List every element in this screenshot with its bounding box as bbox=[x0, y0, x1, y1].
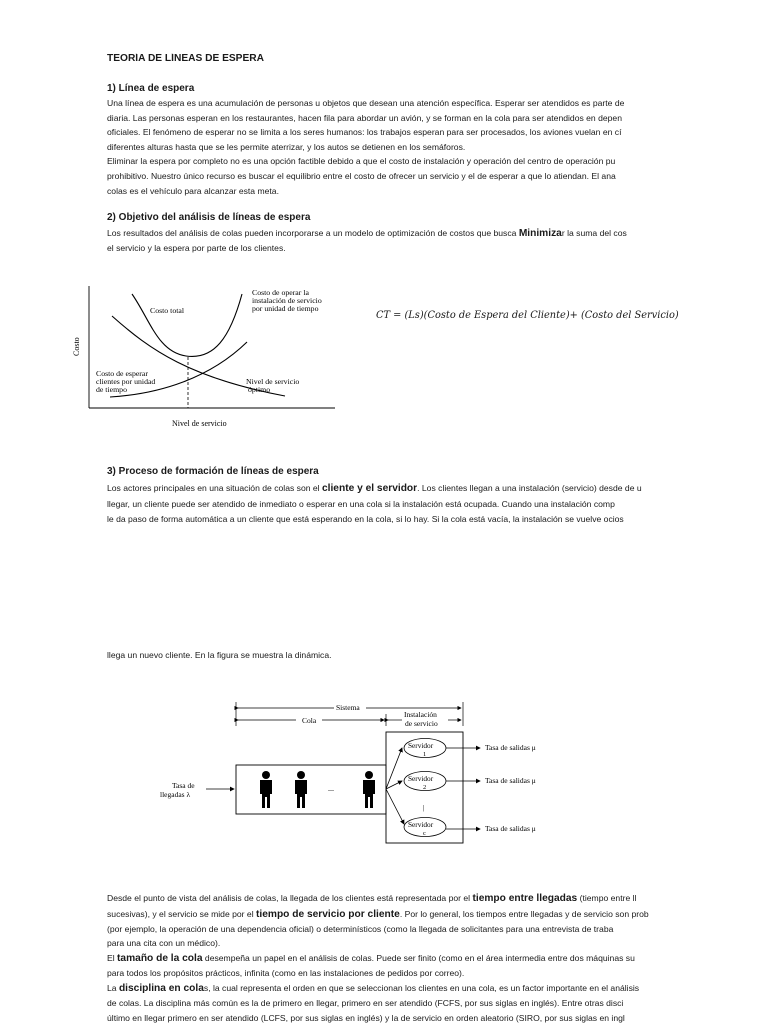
section-2-heading: 2) Objetivo del análisis de líneas de espera bbox=[107, 212, 311, 223]
section-1-heading: 1) Línea de espera bbox=[107, 83, 195, 94]
x-axis-label: Nivel de servicio bbox=[172, 419, 227, 428]
server-name: Servidor bbox=[408, 820, 434, 829]
paragraph-line bbox=[107, 907, 685, 923]
operate-cost-label: por unidad de tiempo bbox=[252, 304, 319, 313]
server-number: 2 bbox=[423, 784, 427, 791]
optimal-level-label: Nivel de servicio bbox=[246, 377, 300, 386]
queue-system-diagram bbox=[150, 698, 570, 848]
sistema-label: Sistema bbox=[336, 703, 360, 712]
output-rate-label: Tasa de salidas μ bbox=[485, 776, 536, 785]
output-rate-label: Tasa de salidas μ bbox=[485, 743, 536, 752]
server-number: c bbox=[423, 830, 426, 837]
customer-figure bbox=[260, 771, 272, 808]
bold-term: Minimiza bbox=[518, 228, 562, 239]
arrivals-label: llegadas λ bbox=[160, 790, 191, 799]
paragraph-line: (por ejemplo, la operación de una dependencia oficial) o determinísticos (como la llegada de solicitantes para una entrevista de traba bbox=[107, 923, 614, 934]
text-run: Los resultados del análisis de colas pueden incorporarse a un modelo de optimización de costos que busca bbox=[107, 228, 519, 238]
bold-term: tiempo de servicio por cliente bbox=[256, 908, 400, 920]
text-run: Los actores principales en una situación de colas son el bbox=[107, 483, 322, 493]
paragraph-line: de colas. La disciplina más común es la de primero en llegar, primero en ser atendido (FCFS, por sus siglas en inglés). Entre otras disci bbox=[107, 998, 624, 1008]
total-cost-formula: CT = (Ls)(Costo de Espera del Cliente)+ (Costo del Servicio) bbox=[376, 310, 679, 321]
instalacion-label: de servicio bbox=[405, 719, 438, 728]
cola-label: Cola bbox=[302, 716, 317, 725]
paragraph-line bbox=[107, 891, 685, 907]
paragraph-line: para todos los propósitos prácticos, infinita (como en las instalaciones de pedidos por correo). bbox=[107, 968, 465, 978]
bold-term: disciplina en cola bbox=[118, 983, 204, 994]
customer-figure bbox=[363, 771, 375, 808]
text-run: . Los clientes llegan a una instalación (servicio) desde de u bbox=[417, 483, 642, 493]
paragraph-line: colas es el vehículo para alcanzar esta meta. bbox=[107, 185, 279, 196]
server-number: 1 bbox=[423, 751, 427, 758]
paragraph-line bbox=[107, 481, 685, 497]
text-run: . Por lo general, los tiempos entre llegadas y de servicio son prob bbox=[399, 908, 649, 919]
paragraph-line bbox=[107, 951, 685, 967]
server-name: Servidor bbox=[408, 774, 434, 783]
section-3-heading: 3) Proceso de formación de líneas de espera bbox=[107, 466, 319, 477]
document-title: TEORÍA DE LÍNEAS DE ESPERA bbox=[107, 53, 264, 64]
text-run: sucesivas), y el servicio se mide por el bbox=[107, 908, 257, 919]
paragraph-line: prohibitivo. Nuestro único recurso es buscar el equilibrio entre el costo de ofrecer un servicio y el de esperar a que lo atiendan. El ana bbox=[107, 171, 616, 181]
total-cost-label: Costo total bbox=[150, 306, 185, 315]
text-run: desempeña un papel en el análisis de colas. Puede ser finito (como en el área intermedia entre dos máquinas su bbox=[202, 953, 635, 963]
text-run: Desde el punto de vista del análisis de colas, la llegada de los clientes está representada por el bbox=[107, 893, 473, 903]
paragraph-line bbox=[107, 981, 685, 997]
paragraph-line: diferentes alturas hasta que se les permite aterrizar, y los autos se detienen en los semáforos. bbox=[107, 141, 466, 152]
paragraph-line: oficiales. El fenómeno de esperar no se limita a los seres humanos: los trabajos esperan para ser procesados, los aviones vuelan en cí bbox=[107, 127, 622, 138]
dispatch-arrow bbox=[386, 789, 404, 824]
more-customers-dots: ... bbox=[328, 784, 334, 793]
text-run: s, la cual representa el orden en que se seleccionan los clientes en una cola, es un factor importante en el análisis bbox=[203, 983, 640, 993]
wait-cost-label: de tiempo bbox=[96, 385, 127, 394]
wait-cost-label: clientes por unidad bbox=[96, 377, 156, 386]
bold-term: cliente y el servidor bbox=[321, 483, 418, 494]
output-rate-label: Tasa de salidas μ bbox=[485, 824, 536, 833]
paragraph-line: llegar, un cliente puede ser atendido de inmediato o esperar en una cola si la instalación está ocupada. Cuando una instalación comp bbox=[107, 498, 615, 509]
paragraph-line: diaria. Las personas esperan en los restaurantes, hacen fila para abordar un avión, y se forman en la cola para ser atendidos en depen bbox=[107, 112, 622, 123]
dispatch-arrow bbox=[386, 748, 402, 789]
optimal-level-label: óptimo bbox=[248, 385, 271, 394]
customer-figure bbox=[295, 771, 307, 808]
text-run: (tiempo entre ll bbox=[577, 893, 637, 903]
text-run: r la suma del cos bbox=[561, 228, 627, 238]
server-name: Servidor bbox=[408, 741, 434, 750]
operate-cost-label: Costo de operar la bbox=[252, 288, 309, 297]
bold-term: tamaño de la cola bbox=[117, 953, 203, 964]
wait-cost-label: Costo de esperar bbox=[96, 369, 148, 378]
operate-cost-label: instalación de servicio bbox=[252, 296, 322, 305]
cost-vs-service-chart bbox=[70, 280, 350, 430]
total-cost-curve bbox=[132, 294, 242, 356]
paragraph-line: último en llegar primero en ser atendido (LCFS, por sus siglas en inglés) y la de servicio en orden aleatorio (SIRO, por sus siglas en ingl bbox=[107, 1013, 625, 1023]
paragraph-line: el servicio y la espera por parte de los clientes. bbox=[107, 243, 286, 253]
paragraph-line: le da paso de forma automática a un cliente que está esperando en la cola, si lo hay. Si la cola está vacía, la instalación se vuelve ocios bbox=[107, 514, 624, 524]
more-servers-ellipsis: | bbox=[423, 803, 425, 812]
arrivals-label: Tasa de bbox=[172, 781, 195, 790]
paragraph-line bbox=[107, 226, 685, 242]
text-run: La bbox=[107, 983, 119, 993]
paragraph-line: llega un nuevo cliente. En la figura se muestra la dinámica. bbox=[107, 650, 332, 660]
instalacion-label: Instalación bbox=[404, 710, 437, 719]
paragraph-line: Una línea de espera es una acumulación de personas u objetos que desean una atención específica. Esperar ser atendidos es parte de bbox=[107, 98, 625, 108]
text-run: El bbox=[107, 953, 118, 963]
paragraph-line: Eliminar la espera por completo no es una opción factible debido a que el costo de instalación y operación del centro de operación pu bbox=[107, 156, 616, 167]
bold-term: tiempo entre llegadas bbox=[472, 893, 578, 904]
paragraph-line: para una cita con un médico). bbox=[107, 938, 221, 948]
y-axis-label: Costo bbox=[72, 337, 81, 356]
